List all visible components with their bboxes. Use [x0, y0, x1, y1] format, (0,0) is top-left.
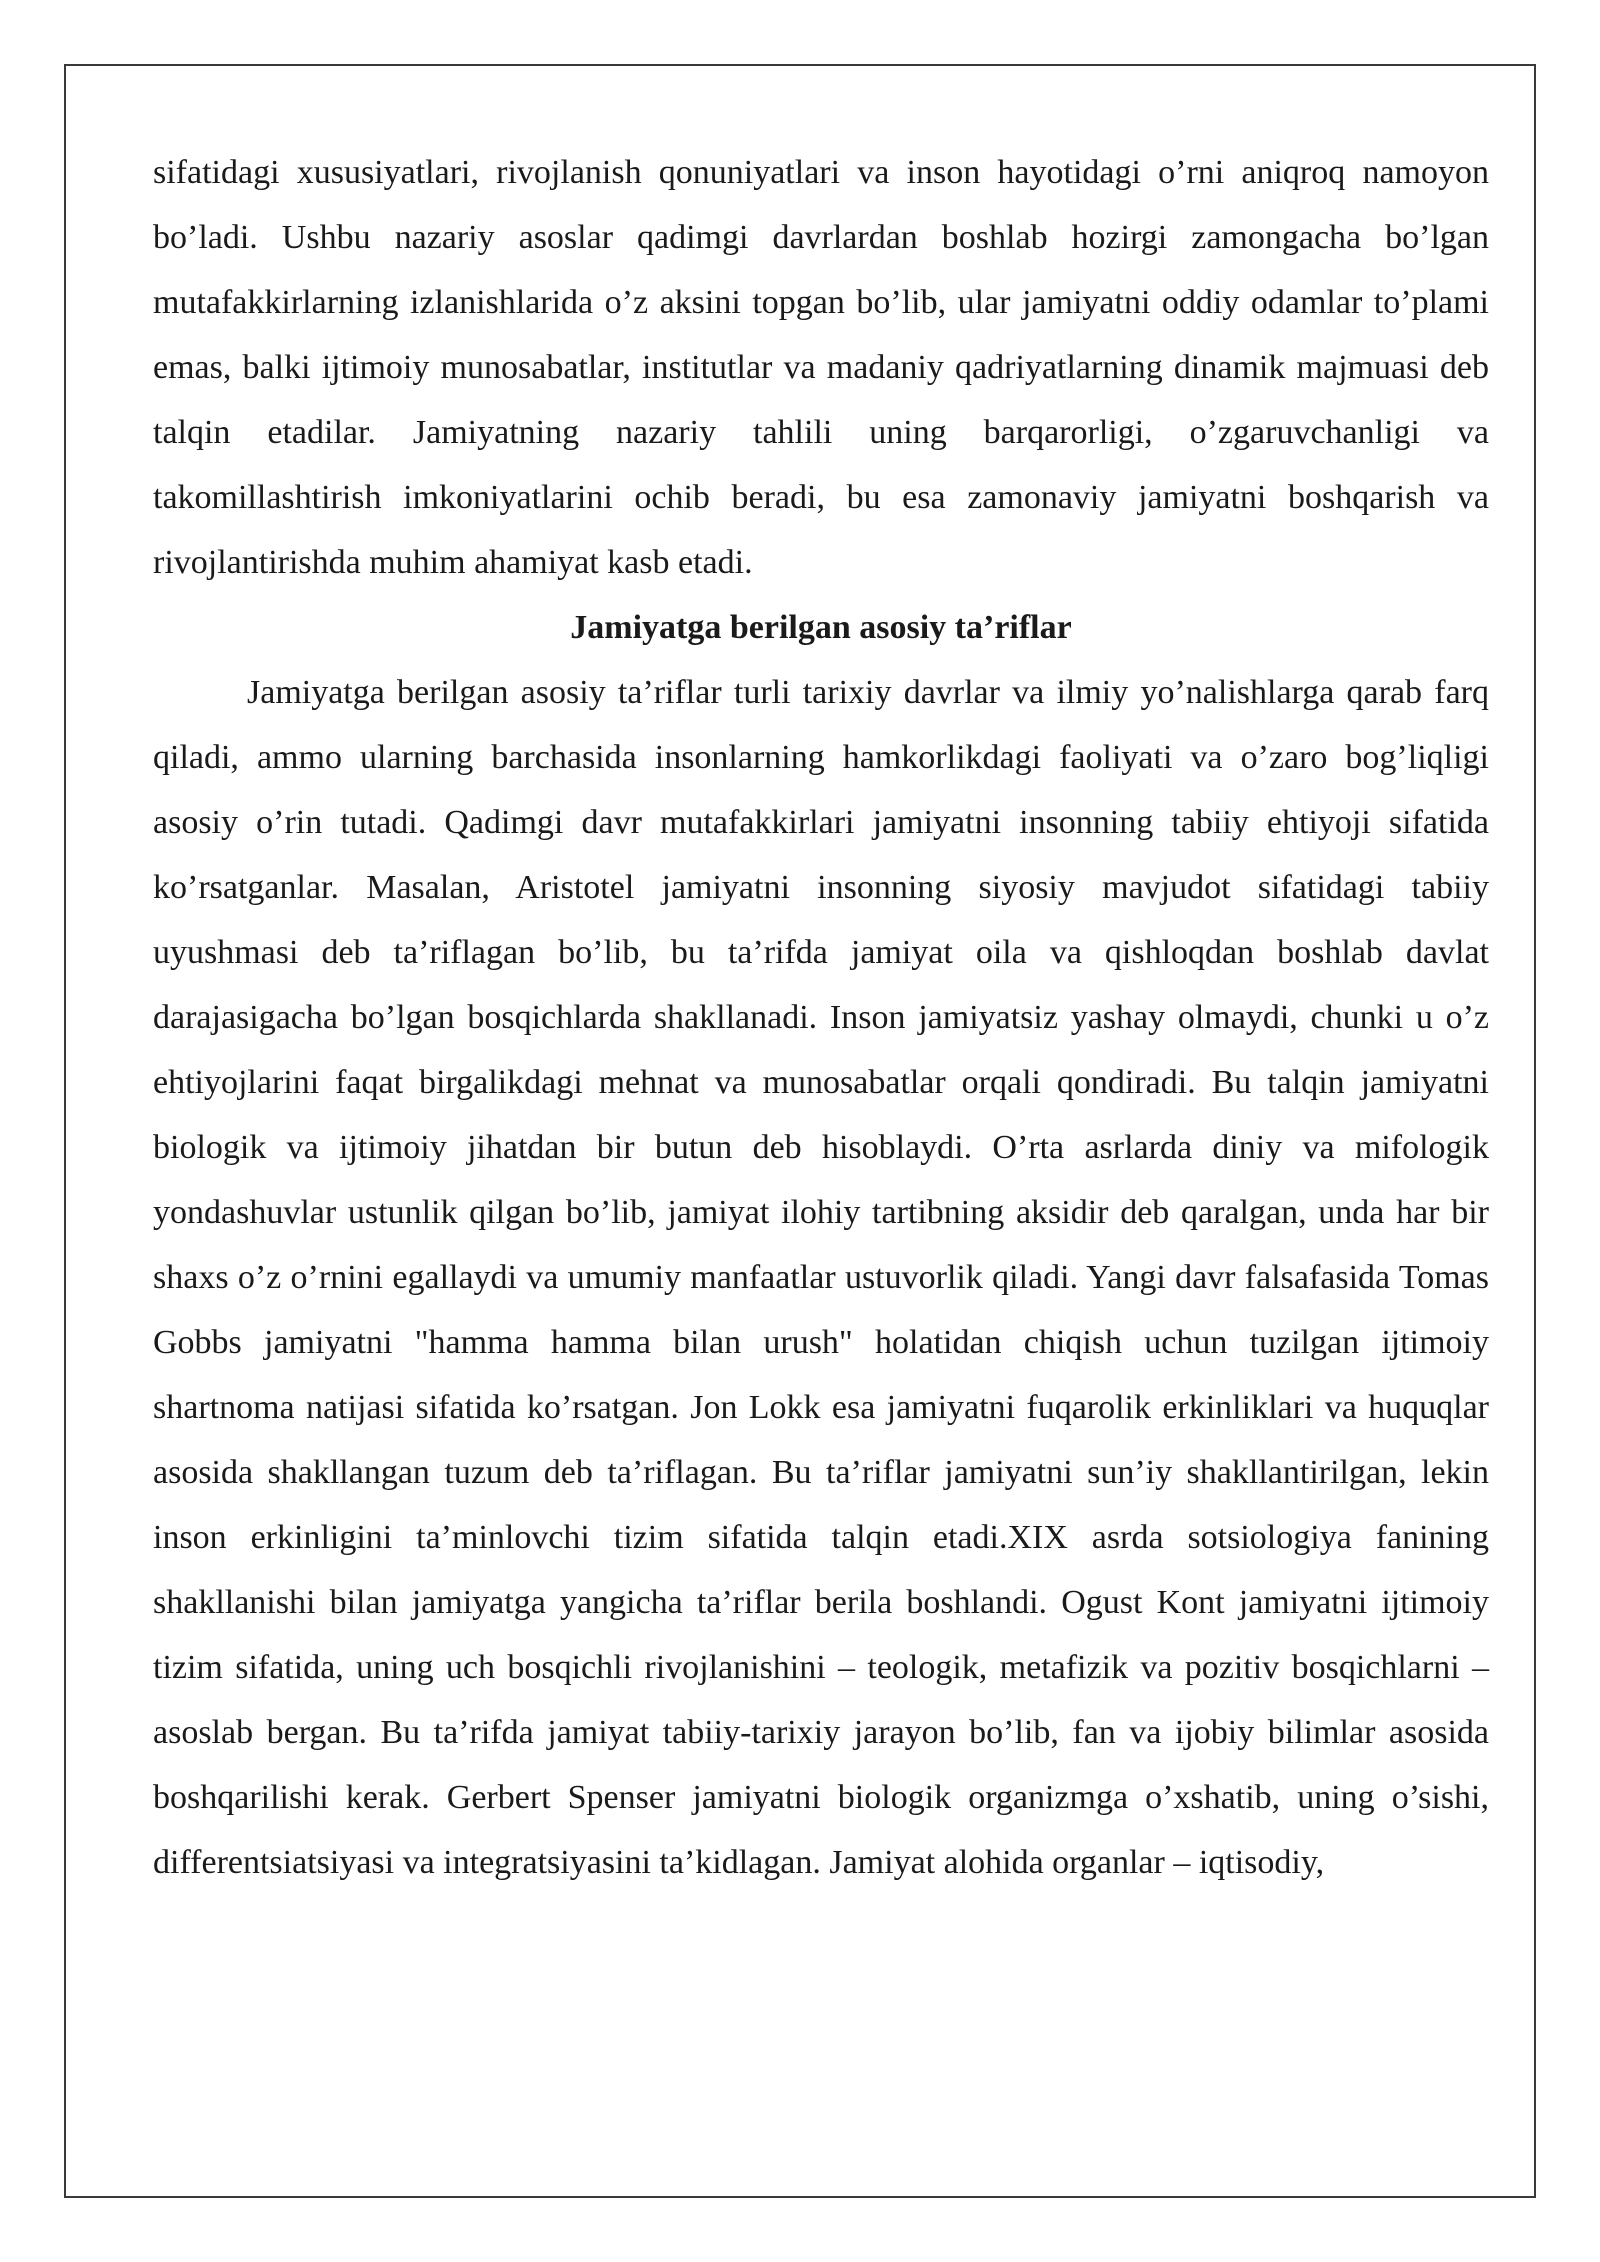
body-paragraph-2: Jamiyatga berilgan asosiy ta’riflar turli tarixiy davrlar va ilmiy yo’nalishlarga qarab farq qiladi, ammo ularning barchasida insonlarning hamkorlikdagi faoliyati va o’zaro bog’liqligi asosiy o’rin tutadi. Qadimgi davr mutafakkirlari jamiyatni insonning tabiiy ehtiyoji sifatida ko’rsatganlar. Masalan, Aristotel jamiyatni insonning siyosiy mavjudot sifatidagi tabiiy uyushmasi deb ta’riflagan bo’lib, bu ta’rifda jamiyat oila va qishloqdan boshlab davlat darajasigacha bo’lgan bosqichlarda shakllanadi. Inson jamiyatsiz yashay olmaydi, chunki u o’z ehtiyojlarini faqat birgalikdagi mehnat va munosabatlar orqali qondiradi. Bu talqin jamiyatni biologik va ijtimoiy jihatdan bir butun deb hisoblaydi. O’rta asrlarda diniy va mifologik yondashuvlar ustunlik qilgan bo’lib, jamiyat ilohiy tartibning aksidir deb qaralgan, unda har bir shaxs o’z o’rnini egallaydi va umumiy manfaatlar ustuvorlik qiladi. Yangi davr falsafasida Tomas Gobbs jamiyatni "hamma hamma bilan urush" holatidan chiqish uchun tuzilgan ijtimoiy shartnoma natijasi sifatida ko’rsatgan. Jon Lokk esa jamiyatni fuqarolik erkinliklari va huquqlar asosida shakllangan tuzum deb ta’riflagan. Bu ta’riflar jamiyatni sun’iy shakllantirilgan, lekin inson erkinligini ta’minlovchi tizim sifatida talqin etadi.XIX asrda sotsiologiya fanining shakllanishi bilan jamiyatga yangicha ta’riflar berila boshlandi. Ogust Kont jamiyatni ijtimoiy tizim sifatida, uning uch bosqichli rivojlanishini – teologik, metafizik va pozitiv bosqichlarni – asoslab bergan. Bu ta’rifda jamiyat tabiiy-tarixiy jarayon bo’lib, fan va ijobiy bilimlar asosida boshqarilishi kerak. Gerbert Spenser jamiyatni biologik organizmga o’xshatib, uning o’sishi, differentsiatsiyasi va integratsiyasini ta’kidlagan. Jamiyat alohida organlar – iqtisodiy, [153, 674, 1489, 1881]
body-paragraph-1: sifatidagi xususiyatlari, rivojlanish qonuniyatlari va inson hayotidagi o’rni aniqroq namoyon bo’ladi. Ushbu nazariy asoslar qadimgi davrlardan boshlab hozirgi zamongacha bo’lgan mutafakkirlarning izlanishlarida o’z aksini topgan bo’lib, ular jamiyatni oddiy odamlar to’plami emas, balki ijtimoiy munosabatlar, institutlar va madaniy qadriyatlarning dinamik majmuasi deb talqin etadilar. Jamiyatning nazariy tahlili uning barqarorligi, o’zgaruvchanligi va takomillashtirish imkoniyatlarini ochib beradi, bu esa zamonaviy jamiyatni boshqarish va rivojlantirishda muhim ahamiyat kasb etadi. [153, 154, 1489, 581]
section-heading: Jamiyatga berilgan asosiy ta’riflar [570, 609, 1072, 646]
document-body [153, 140, 1489, 1895]
